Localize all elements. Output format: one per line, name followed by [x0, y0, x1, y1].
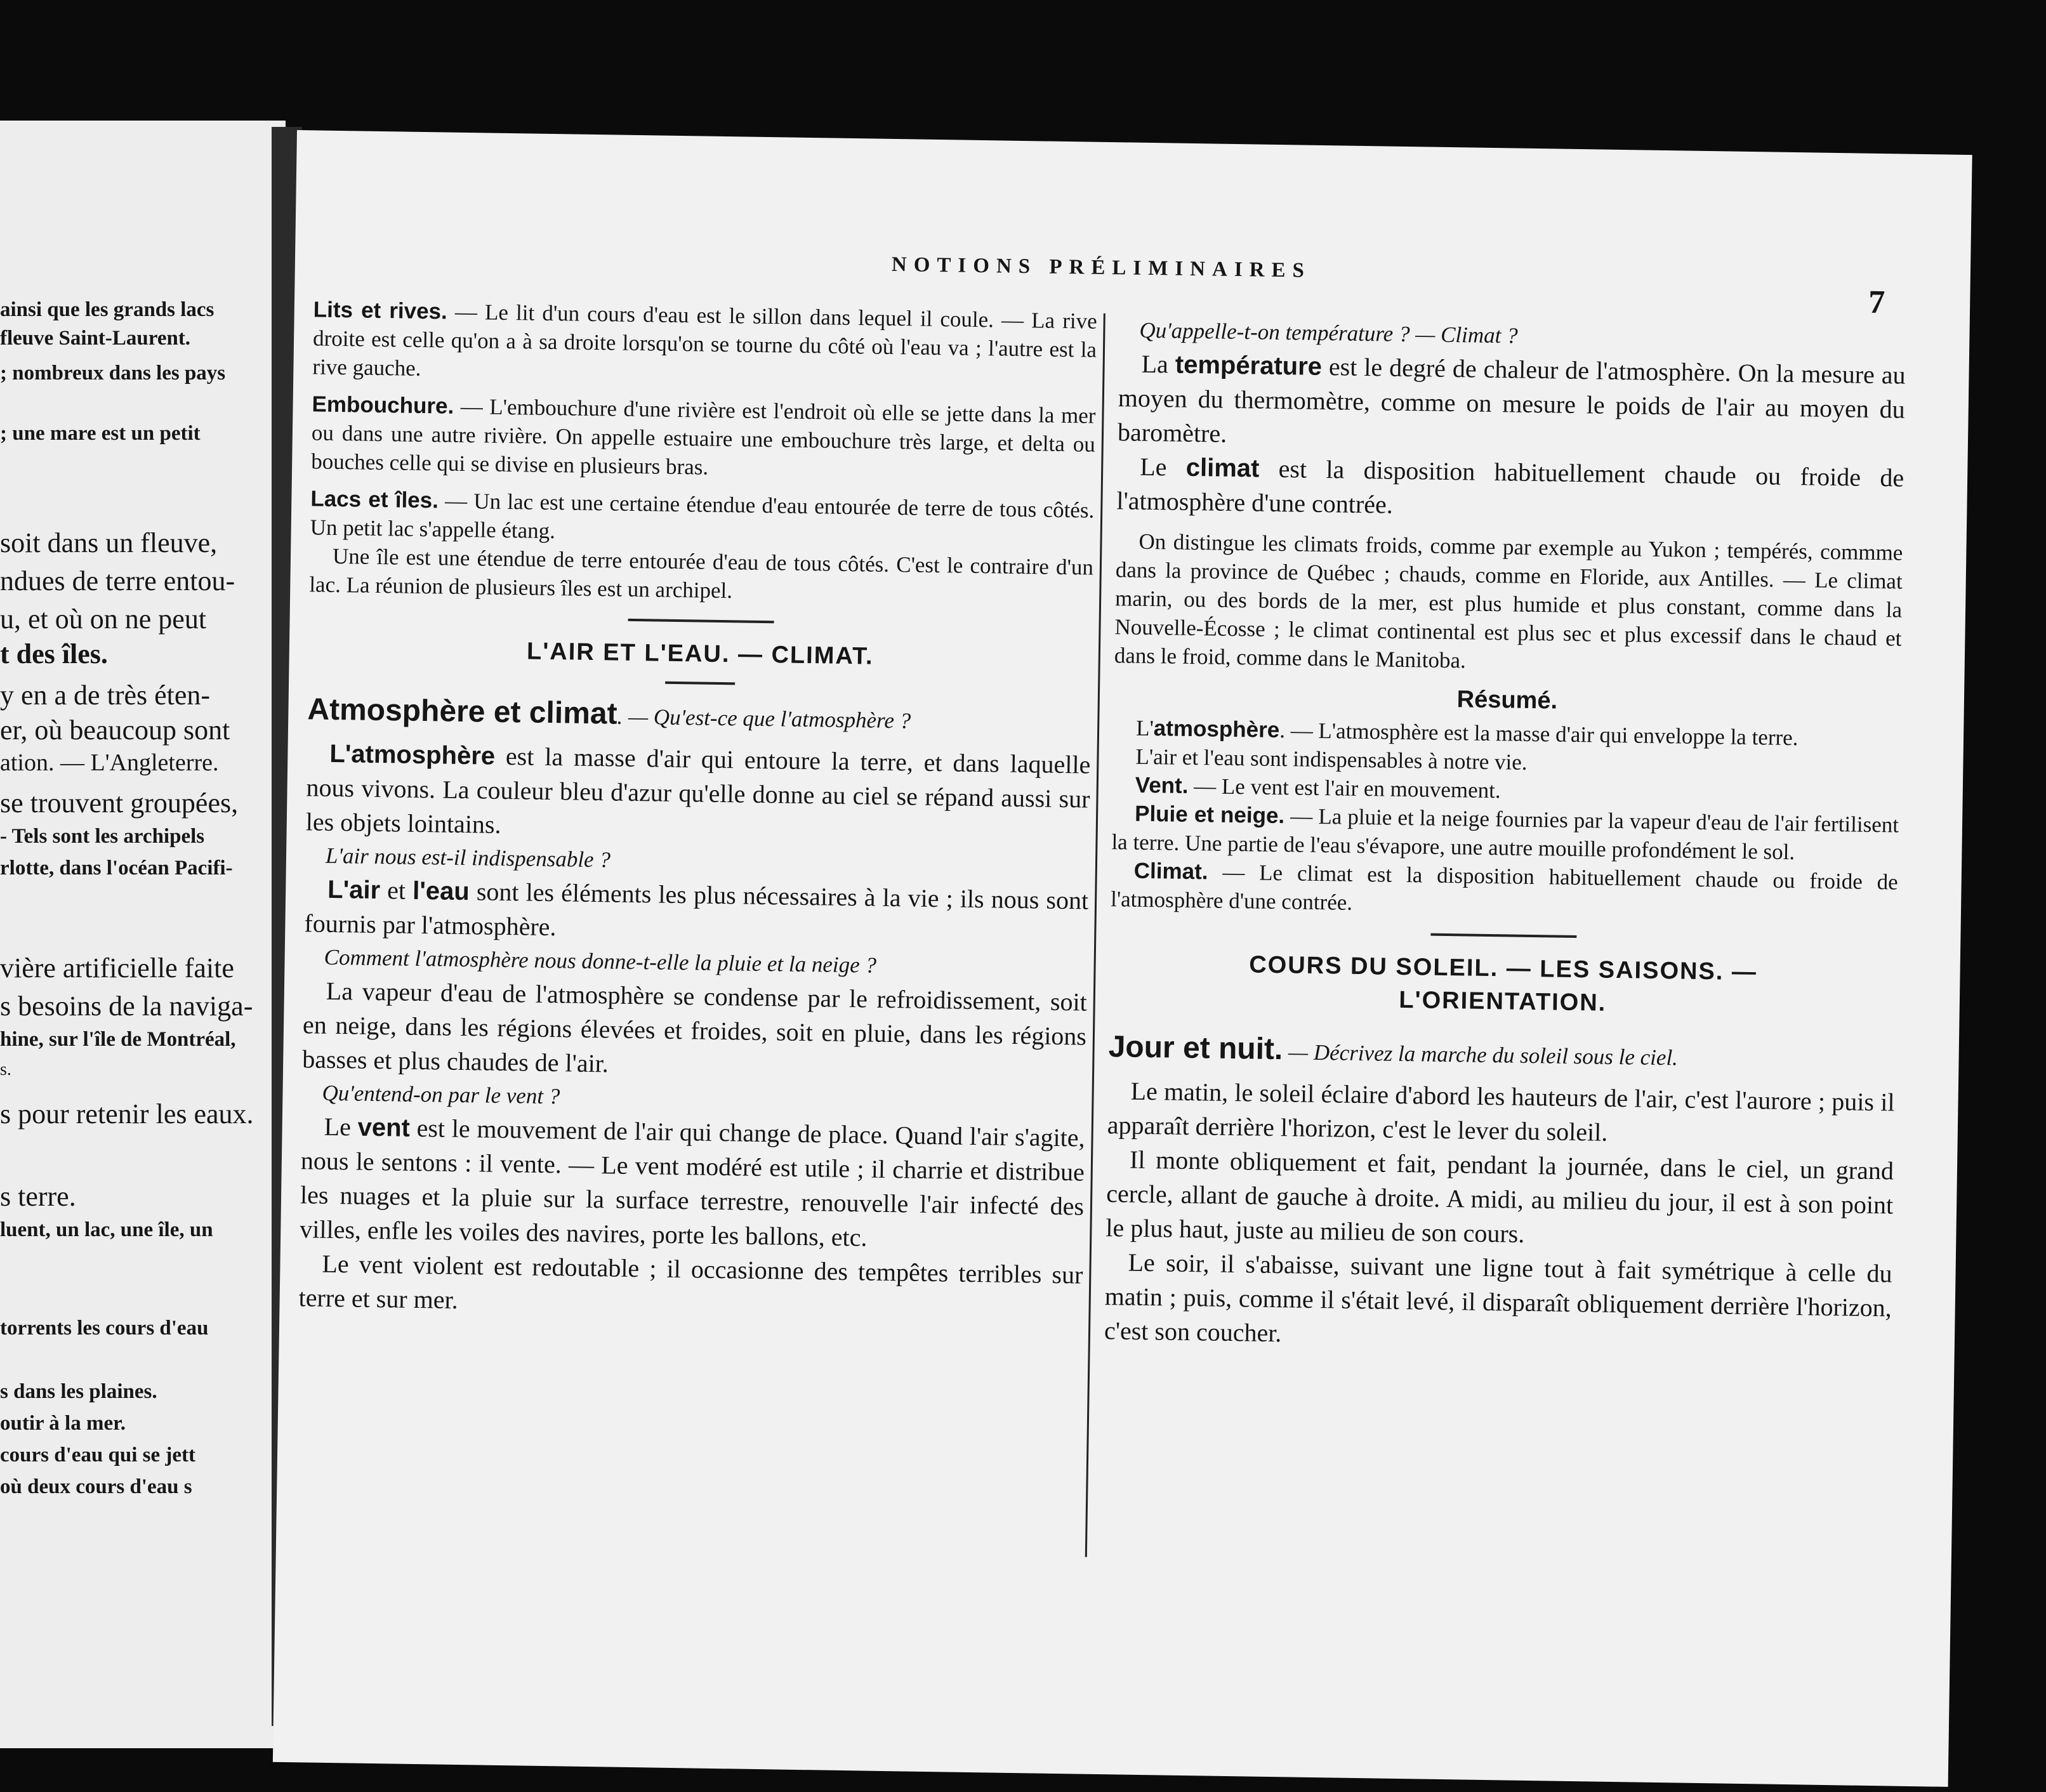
term-vent: vent	[357, 1113, 411, 1142]
paragraph-text: — La pluie et la neige fournies par la vapeur d'eau de l'air fertilisent la terre. Une partie de l'eau s'évapore, une autre mouille profondément le sol.	[1111, 803, 1899, 865]
question-air: L'air nous est-il indispensable ?	[325, 843, 611, 873]
fragment-line: torrents les cours d'eau	[0, 1317, 209, 1340]
fragment-line: y en a de très éten-	[0, 680, 211, 711]
fragment-line: outir à la mer.	[0, 1412, 126, 1435]
paragraph-text: Le	[324, 1112, 359, 1142]
paragraph-text: . — L'atmosphère est la masse d'air qui enveloppe la terre.	[1279, 718, 1798, 751]
right-column	[1104, 313, 1906, 1359]
fragment-line: ; une mare est un petit	[0, 422, 201, 445]
fragment-line: ation. — L'Angleterre.	[0, 749, 219, 776]
heading-question: — Décrivez la marche du soleil sous le ciel.	[1283, 1039, 1679, 1071]
section-rule	[1430, 933, 1576, 938]
fragment-line: luent, un lac, une île, un	[0, 1218, 213, 1241]
term-atmosphere: L'atmosphère	[329, 739, 496, 770]
section-rule	[628, 619, 774, 623]
fragment-line: vière artificielle faite	[0, 952, 234, 984]
book-page	[273, 130, 1972, 1787]
section-title-air-eau-climat: L'AIR ET L'EAU. — CLIMAT.	[526, 638, 874, 670]
paragraph-matin: Le matin, le soleil éclaire d'abord les hauteurs de l'air, c'est l'aurore ; puis il apparaît derrière l'horizon, c'est le lever du soleil.	[1107, 1076, 1895, 1147]
term-lits-et-rives: Lits et rives.	[313, 297, 448, 324]
page-number: 7	[1868, 284, 1885, 321]
term-pluie-neige: Pluie et neige.	[1134, 801, 1285, 829]
paragraph-midi: Il monte obliquement et fait, pendant la journée, dans le ciel, un grand cercle, allant de gauche à droite. A midi, au milieu du jour, il est à son point le plus haut, juste au milieu de son cours.	[1106, 1145, 1894, 1248]
paragraph-lits-et-rives	[312, 295, 1097, 392]
fragment-line: cours d'eau qui se jett	[0, 1444, 195, 1466]
fragment-line: s dans les plaines.	[0, 1380, 157, 1403]
fragment-line: u, et où on ne peut	[0, 603, 207, 635]
paragraph-temperature	[1118, 346, 1906, 461]
term-vent: Vent.	[1135, 772, 1189, 798]
paragraph-text: est le degré de chaleur de l'atmosphère. On la mesure au moyen du thermomètre, comme on mesure le poids de l'air au moyen du baromètre.	[1117, 352, 1906, 448]
section-title-cours-du-soleil: COURS DU SOLEIL. — LES SAISONS. —	[1248, 951, 1758, 986]
fragment-line: ndues de terre entou-	[0, 565, 235, 596]
fragment-line: - Tels sont les archipels	[0, 825, 205, 848]
heading-question: . — Qu'est-ce que l'atmosphère ?	[617, 704, 911, 734]
fragment-line: où deux cours d'eau s	[0, 1475, 192, 1498]
paragraph-text: est la disposition habituellement chaude ou froide de l'atmosphère d'une contrée.	[1116, 454, 1904, 519]
paragraph-text: et	[380, 876, 413, 905]
paragraph-climat	[1116, 449, 1904, 529]
term-atmosphere: atmosphère	[1153, 716, 1280, 743]
paragraph-ile: Une île est une étendue de terre entourée d'eau de tous côtés. C'est le contraire d'un lac. La réunion de plusieurs îles est un archipel.	[309, 543, 1094, 603]
term-eau: l'eau	[412, 876, 470, 906]
fragment-line: se trouvent groupées,	[0, 787, 239, 819]
heading-text: Atmosphère et climat	[307, 692, 617, 731]
fragment-line: s pour retenir les eaux.	[0, 1098, 254, 1130]
fragment-line: ; nombreux dans les pays	[0, 362, 226, 385]
paragraph-text: sont les éléments les plus nécessaires à la vie ; ils nous sont fournis par l'atmosphère.	[304, 877, 1089, 942]
term-air: L'air	[327, 875, 381, 905]
section-rule	[665, 682, 735, 685]
paragraph-embouchure	[311, 390, 1096, 487]
term-climat: Climat.	[1133, 858, 1208, 885]
paragraph-text: — L'embouchure d'une rivière est l'endroit où elle se jette dans la mer ou dans une autre rivière. On appelle estuaire une embouchure très large, et delta ou bouches celle qui se divise en plusieurs bras.	[310, 393, 1096, 480]
paragraph-air-eau	[304, 872, 1088, 952]
term-embouchure: Embouchure.	[312, 392, 454, 419]
fragment-line: s.	[0, 1060, 11, 1079]
paragraph-climats-note: On distingue les climats froids, comme par exemple au Yukon ; tempérés, commme dans la province de Québec ; chauds, comme en Floride, aux Antilles. — Le climat marin, ou des bords de la mer, est plus humide et plus constant, comme dans la Nouvelle-Écosse ; le climat continental est plus sec et plus excessif dans le chaud et dans le froid, comme dans le Manitoba.	[1114, 529, 1903, 673]
fragment-line: ainsi que les grands lacs	[0, 298, 214, 321]
fragment-line: er, où beaucoup sont	[0, 715, 230, 746]
paragraph-text: — Le vent est l'air en mouvement.	[1188, 773, 1501, 803]
fragment-line: t des îles.	[0, 638, 108, 669]
fragment-line: hine, sur l'île de Montréal,	[0, 1028, 236, 1051]
paragraph-text: est la masse d'air qui entoure la terre, et dans laquelle nous vivons. La couleur bleu d'azur qu'elle donne au ciel se répand aussi sur les objets lointains.	[305, 741, 1091, 839]
fragment-line: rlotte, dans l'océan Pacifi-	[0, 857, 233, 880]
heading-text: Jour et nuit.	[1108, 1030, 1283, 1067]
fragment-line: fleuve Saint-Laurent.	[0, 327, 191, 350]
resume-climat	[1111, 856, 1898, 925]
section-title-orientation: L'ORIENTATION.	[1399, 986, 1607, 1017]
paragraph-text: — Un lac est une certaine étendue d'eau entourée de terre de tous côtés. Un petit lac s'appelle étang.	[310, 488, 1095, 544]
paragraph-text: — Le lit d'un cours d'eau est le sillon dans lequel il coule. — La rive droite est celle qu'on a à sa droite lorsqu'on se tourne du côté où l'eau va ; l'autre est la rive gauche.	[312, 299, 1097, 381]
paragraph-text: est le mouvement de l'air qui change de place. Quand l'air s'agite, nous le sentons : il vente. — Le vent modéré est utile ; il charrie et distribue les nuages et la pluie sur la surface terrestre, renouvelle l'air infecté des villes, enfle les voiles des navires, porte les ballons, etc.	[299, 1113, 1085, 1252]
resume-air-eau: L'air et l'eau sont indispensables à notre vie.	[1135, 744, 1528, 775]
left-column	[298, 295, 1097, 1326]
fragment-line: s besoins de la naviga-	[0, 991, 253, 1022]
paragraph-soir: Le soir, il s'abaisse, suivant une ligne tout à fait symétrique à celle du matin ; puis, comme il s'était levé, il disparaît obliquement derrière l'horizon, c'est son coucher.	[1104, 1248, 1892, 1348]
paragraph-text: Le	[1139, 452, 1187, 482]
previous-page-fragment	[0, 121, 286, 1748]
paragraph-vent-violent: Le vent violent est redoutable ; il occasionne des tempêtes terribles sur terre et sur mer.	[298, 1249, 1083, 1314]
question-vent: Qu'entend-on par le vent ?	[322, 1080, 560, 1109]
term-lacs-et-iles: Lacs et îles.	[310, 486, 439, 513]
paragraph-vent	[300, 1109, 1085, 1258]
paragraph-text: — Le climat est la disposition habituellement chaude ou froide de l'atmosphère d'une contrée.	[1110, 859, 1898, 915]
term-temperature: température	[1175, 350, 1323, 381]
question-pluie-neige: Comment l'atmosphère nous donne-t-elle la pluie et la neige ?	[324, 944, 877, 978]
fragment-line: soit dans un fleuve,	[0, 527, 218, 558]
paragraph-pluie-neige: La vapeur d'eau de l'atmosphère se condense par le refroidissement, soit en neige, dans les régions élevées et froides, soit en pluie, dans les régions basses et plus chaudes de l'air.	[301, 976, 1088, 1078]
running-head: NOTIONS PRÉLIMINAIRES	[891, 253, 1312, 282]
paragraph-atmosphere	[305, 736, 1090, 850]
resume-title: Résumé.	[1456, 686, 1558, 715]
question-temperature: Qu'appelle-t-on température ? — Climat ?	[1139, 317, 1518, 348]
fragment-line: s terre.	[0, 1181, 76, 1212]
paragraph-text: La	[1141, 349, 1176, 379]
term-climat: climat	[1185, 453, 1260, 483]
paragraph-text: L'	[1135, 715, 1154, 741]
